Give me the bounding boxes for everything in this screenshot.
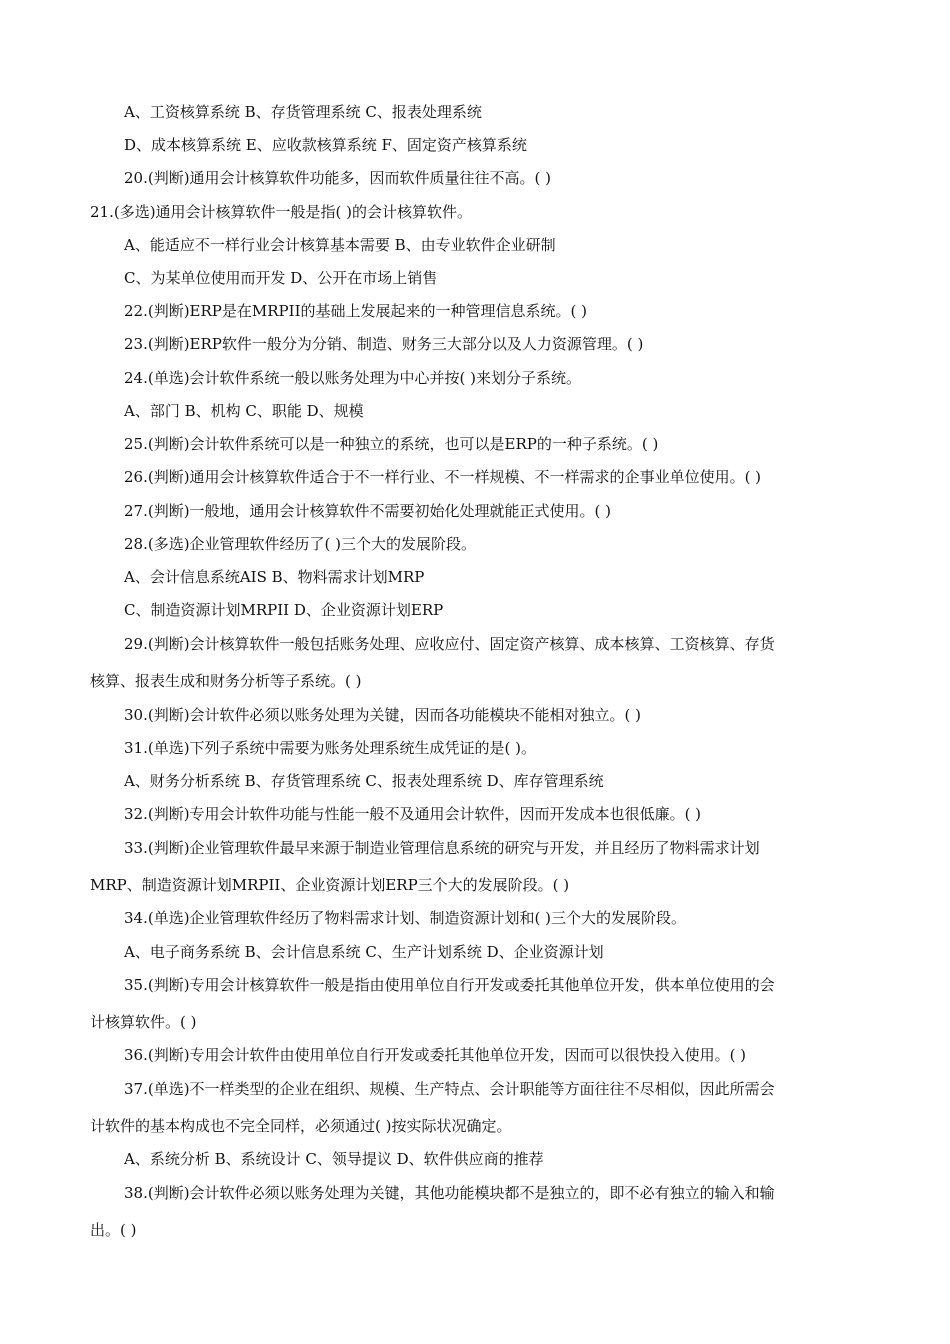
q30-text: 30.(判断)会计软件必须以账务处理为关键，因而各功能模块不能相对独立。( ) [124, 706, 642, 724]
q28-options-ab: A、会计信息系统AIS B、物料需求计划MRP [124, 568, 425, 586]
q21-options-ab: A、能适应不一样行业会计核算基本需要 B、由专业软件企业研制 [124, 236, 556, 254]
q25-text: 25.(判断)会计软件系统可以是一种独立的系统，也可以是ERP的一种子系统。( ) [124, 435, 659, 453]
q37-text-line2: 计软件的基本构成也不完全同样，必须通过( )按实际状况确定。 [90, 1117, 512, 1135]
q31-options: A、财务分析系统 B、存货管理系统 C、报表处理系统 D、库存管理系统 [124, 772, 604, 790]
q35-text-line2: 计核算软件。( ) [90, 1013, 197, 1031]
q23-text: 23.(判断)ERP软件一般分为分销、制造、财务三大部分以及人力资源管理。( ) [124, 335, 644, 353]
q38-text-line2: 出。( ) [90, 1221, 137, 1239]
q29-text-line2: 核算、报表生成和财务分析等子系统。( ) [90, 672, 362, 690]
q34-text: 34.(单选)企业管理软件经历了物料需求计划、制造资源计划和( )三个大的发展阶段。 [124, 909, 687, 927]
q27-text: 27.(判断)一般地，通用会计核算软件不需要初始化处理就能正式使用。( ) [124, 502, 612, 520]
q20-text: 20.(判断)通用会计核算软件功能多，因而软件质量往往不高。( ) [124, 169, 552, 187]
q34-options: A、电子商务系统 B、会计信息系统 C、生产计划系统 D、企业资源计划 [124, 943, 604, 961]
q19-options-abc: A、工资核算系统 B、存货管理系统 C、报表处理系统 [124, 103, 482, 121]
q24-text: 24.(单选)会计软件系统一般以账务处理为中心并按( )来划分子系统。 [124, 369, 582, 387]
q22-text: 22.(判断)ERP是在MRPII的基础上发展起来的一种管理信息系统。( ) [124, 302, 587, 320]
q26-text: 26.(判断)通用会计核算软件适合于不一样行业、不一样规模、不一样需求的企事业单位使用。( ) [124, 468, 762, 486]
q33-text-line1: 33.(判断)企业管理软件最早来源于制造业管理信息系统的研究与开发，并且经历了物料需求计划 [124, 839, 760, 857]
q29-text-line1: 29.(判断)会计核算软件一般包括账务处理、应收应付、固定资产核算、成本核算、工资核算、存货 [124, 635, 775, 653]
q35-text-line1: 35.(判断)专用会计核算软件一般是指由使用单位自行开发或委托其他单位开发，供本单位使用的会 [124, 976, 775, 994]
q37-options: A、系统分析 B、系统设计 C、领导提议 D、软件供应商的推荐 [124, 1150, 544, 1168]
q24-options: A、部门 B、机构 C、职能 D、规模 [124, 402, 364, 420]
q31-text: 31.(单选)下列子系统中需要为账务处理系统生成凭证的是( )。 [124, 739, 537, 757]
q36-text: 36.(判断)专用会计软件由使用单位自行开发或委托其他单位开发，因而可以很快投入使用。( ) [124, 1046, 747, 1064]
q19-options-def: D、成本核算系统 E、应收款核算系统 F、固定资产核算系统 [124, 136, 527, 154]
q21-options-cd: C、为某单位使用而开发 D、公开在市场上销售 [124, 269, 438, 287]
q38-text-line1: 38.(判断)会计软件必须以账务处理为关键，其他功能模块都不是独立的，即不必有独立的输入和输 [124, 1184, 775, 1202]
q28-options-cd: C、制造资源计划MRPII D、企业资源计划ERP [124, 601, 444, 619]
q37-text-line1: 37.(单选)不一样类型的企业在组织、规模、生产特点、会计职能等方面往往不尽相似，因此所需会 [124, 1080, 775, 1098]
q32-text: 32.(判断)专用会计软件功能与性能一般不及通用会计软件，因而开发成本也很低廉。( ) [124, 805, 702, 823]
q21-text: 21.(多选)通用会计核算软件一般是指( )的会计核算软件。 [90, 203, 473, 221]
q28-text: 28.(多选)企业管理软件经历了( )三个大的发展阶段。 [124, 535, 477, 553]
q33-text-line2: MRP、制造资源计划MRPII、企业资源计划ERP三个大的发展阶段。( ) [90, 876, 570, 894]
